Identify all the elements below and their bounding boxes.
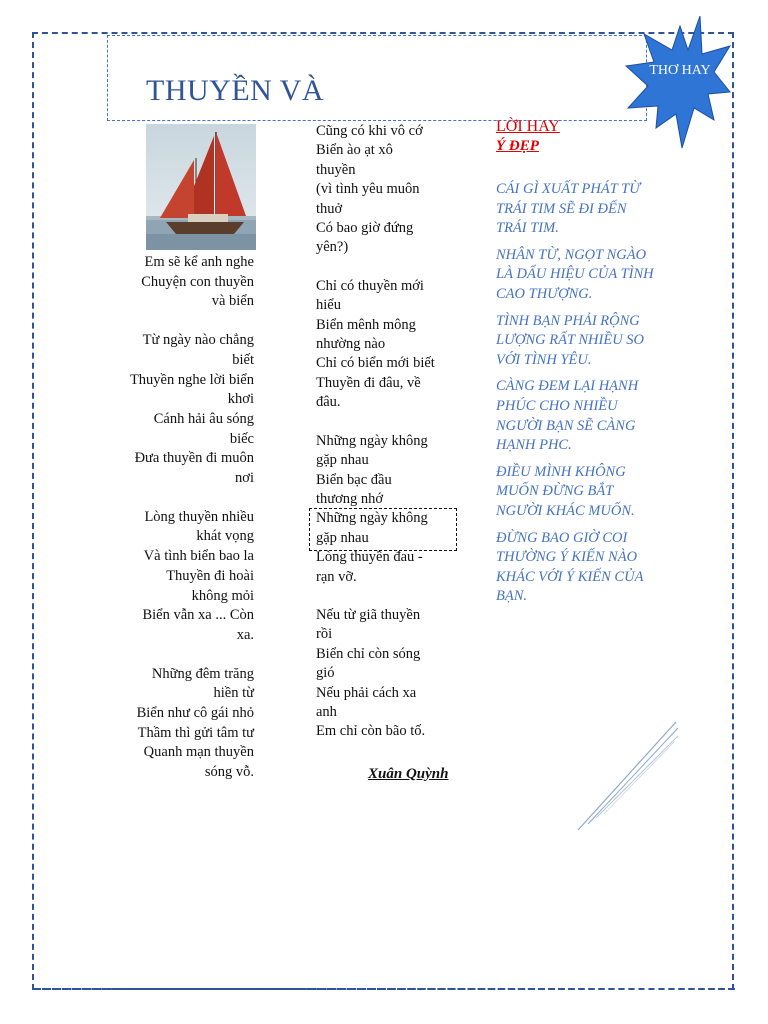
- poem-line: Cánh hải âu sóng: [153, 410, 254, 427]
- poem-stanza: [316, 122, 446, 258]
- poem-line: Nếu từ giã thuyền: [316, 606, 421, 623]
- quote-item: ĐIỀU MÌNH KHÔNG MUỐN ĐỪNG BẮT NGƯỜI KHÁC MUỐN.: [496, 463, 635, 519]
- quotes-list: [496, 180, 656, 614]
- poem-line: thương nhớ: [316, 490, 384, 507]
- poem-line: thuyền: [316, 161, 356, 178]
- sailboat-image: [146, 124, 256, 250]
- poem-line: Em chỉ còn bão tố.: [316, 723, 426, 740]
- poem-line: Biển chỉ còn sóng: [316, 645, 421, 662]
- poem-line: Chỉ có biển mới biết: [316, 355, 435, 372]
- poem-line: Biển vẫn xa ... Còn: [142, 607, 254, 624]
- decorative-lines-icon: [574, 716, 680, 832]
- poem-line: Thuyền nghe lời biển: [129, 371, 254, 388]
- poem-line: thuở: [316, 200, 343, 217]
- quote-item: NHÂN TỪ, NGỌT NGÀO LÀ DẤU HIỆU CỦA TÌNH CAO THƯỢNG.: [496, 246, 654, 302]
- poem-line: Em sẽ kể anh nghe: [144, 254, 254, 270]
- poem-line: biếc: [229, 430, 254, 447]
- poem-line: hiểu: [316, 297, 341, 314]
- poem-line: Biển như cô gái nhỏ: [136, 705, 254, 722]
- quote-item: TÌNH BẠN PHẢI RỘNG LƯỢNG RẤT NHIỀU SO VỚI TÌNH YÊU.: [496, 312, 645, 368]
- poem-line: Biển ào ạt xô: [316, 142, 393, 159]
- poem-line: sóng vỗ.: [204, 764, 254, 781]
- poem-stanza: [108, 253, 254, 312]
- poem-line: và biển: [211, 293, 254, 310]
- sidebar-subheading: Ý ĐẸP: [496, 138, 539, 154]
- text-box-frame: [309, 508, 457, 551]
- poem-line-boxed: Những ngày không: [316, 510, 428, 527]
- poem-stanza: [108, 665, 254, 783]
- poem-line: Lòng thuyền đau -: [316, 549, 423, 566]
- poem-line: gặp nhau: [316, 452, 369, 469]
- poem-line: xa.: [236, 626, 254, 643]
- poem-line: rồi: [316, 626, 333, 643]
- poem-line: Biển mênh mông: [316, 316, 416, 333]
- poem-line: Những ngày không: [316, 432, 428, 449]
- poem-line: không mỏi: [191, 587, 254, 604]
- poem-stanza: [316, 277, 446, 413]
- poem-line-boxed: gặp nhau: [316, 529, 369, 546]
- poem-line: biết: [232, 351, 254, 368]
- poem-column-left: [108, 253, 254, 802]
- star-badge-icon: [622, 16, 732, 150]
- page-title: THUYỀN VÀ: [146, 74, 325, 107]
- badge-label: THƠ HAY: [649, 63, 711, 78]
- poem-author: Xuân Quỳnh: [368, 766, 449, 782]
- poem-line: Thầm thì gửi tâm tư: [137, 724, 254, 741]
- poem-line: Đưa thuyền đi muôn: [134, 450, 254, 467]
- poem-line: Từ ngày nào chẳng: [142, 332, 254, 349]
- poem-line: khát vọng: [196, 528, 254, 545]
- poem-line: Thuyền đi đâu, về: [316, 374, 421, 391]
- poem-line: Quanh mạn thuyền: [143, 744, 254, 761]
- poem-line: Thuyền đi hoài: [166, 567, 254, 584]
- poem-line: gió: [316, 665, 335, 682]
- poem-line: Nếu phải cách xa: [316, 684, 417, 701]
- poem-line: khơi: [227, 391, 254, 408]
- poem-line: yên?): [316, 239, 349, 256]
- poem-stanza: [108, 331, 254, 489]
- poem-line: Và tình biển bao la: [143, 548, 254, 565]
- poem-line: (vì tình yêu muôn: [316, 181, 420, 198]
- poem-line: nơi: [235, 470, 254, 487]
- poem-line: đâu.: [316, 394, 341, 411]
- poem-line: Những đêm trăng: [151, 665, 254, 682]
- poem-line: Cũng có khi vô cớ: [316, 123, 423, 139]
- poem-line: anh: [316, 703, 337, 720]
- poem-stanza: [108, 508, 254, 646]
- poem-line: Chuyện con thuyền: [141, 273, 254, 290]
- poem-line: nhường nào: [316, 336, 386, 353]
- quote-item: CÀNG ĐEM LẠI HẠNH PHÚC CHO NHIỀU NGƯỜI BẠN SẼ CÀNG HẠNH PHC.: [496, 378, 639, 454]
- sidebar-heading: LỜI HAY: [496, 118, 560, 135]
- quote-item: ĐỪNG BAO GIỜ COI THƯỜNG Ý KIẾN NÀO KHÁC VỚI Ý KIẾN CỦA BẠN.: [496, 529, 644, 605]
- poem-line: rạn vỡ.: [316, 568, 357, 585]
- poem-line: Chỉ có thuyền mới: [316, 277, 424, 294]
- page-border-shadow: [35, 988, 735, 994]
- quote-item: CÁI GÌ XUẤT PHÁT TỪ TRÁI TIM SẼ ĐI ĐẾN TRÁI TIM.: [496, 181, 641, 237]
- poem-line: hiền từ: [213, 685, 254, 702]
- poem-line: Biển bạc đầu: [316, 471, 392, 488]
- poem-stanza: [316, 606, 446, 742]
- poem-line: Có bao giờ đứng: [316, 220, 414, 237]
- poem-line: Lòng thuyền nhiều: [144, 508, 254, 525]
- poem-column-middle: [316, 122, 446, 761]
